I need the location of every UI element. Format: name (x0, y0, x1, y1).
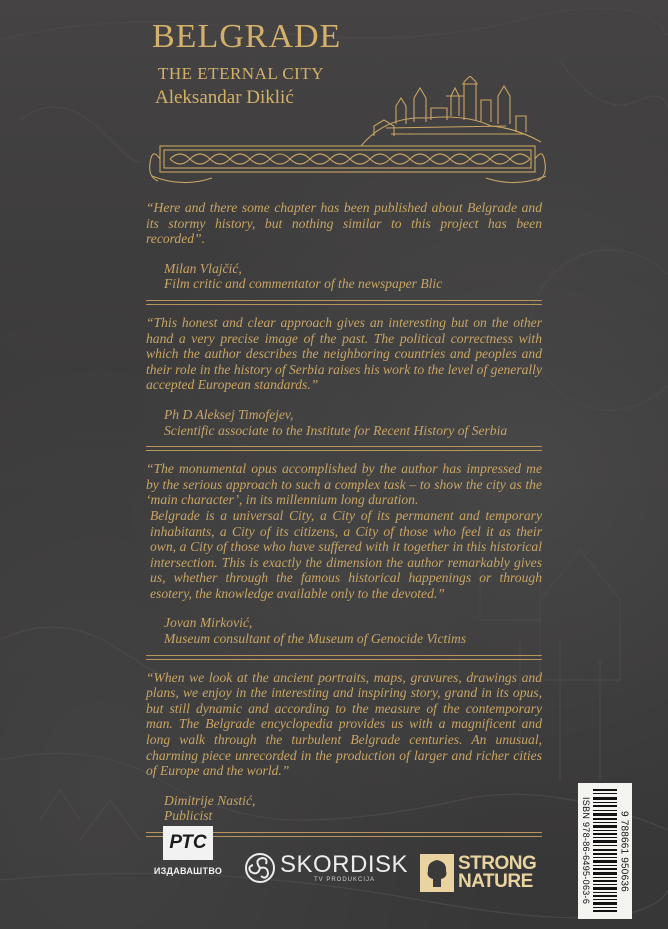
review-quote: “When we look at the ancient portraits, maps, gravures, drawings and plans, we enjoy in the interesting and inspiring story, grand in its opus, but still dynamic and according to the measure of the contemporary man. The Belgrade encyclopedia provides us with a magnificent and long walk through the turbulent Belgrade centuries. An unusual, charming piece unrecorded in the production of larger and richer cities of Europe and the world.” (146, 669, 542, 779)
strong-nature-line1: STRONG (458, 853, 537, 874)
review-quote: “This honest and clear approach gives an interesting but on the other hand a very precise image of the past. The political correctness with which the author describes the neighboring countries and peoples and their role in the history of Serbia raises his work to the level of generally accepted European standards.” (146, 314, 542, 393)
review-3 (146, 461, 542, 647)
review-1 (146, 200, 542, 292)
strong-nature-wordmark (458, 855, 536, 891)
review-quote: “The monumental opus accomplished by the author has impressed me by the serious approach to such a complex task – to show the city as the ‘main character’, in its millennium long duration. (146, 461, 542, 508)
book-title: BELGRADE (152, 18, 342, 55)
rts-logo-subtitle: ИЗДАВАШТВО (153, 866, 223, 876)
strong-nature-logo (420, 854, 536, 892)
review-attribution (164, 407, 542, 438)
reviewer-role: Museum consultant of the Museum of Genocide Victims (164, 631, 467, 647)
review-2 (146, 315, 542, 438)
reviewer-name: Jovan Mirković, (164, 615, 253, 631)
skordisk-subtitle: TV PRODUKCIJA (314, 877, 376, 883)
divider-rule (146, 446, 542, 451)
fortress-ornament-illustration (146, 76, 551, 194)
skordisk-logo (244, 848, 408, 888)
book-subtitle: THE ETERNAL CITY (158, 64, 325, 83)
review-attribution (164, 615, 542, 646)
strong-nature-line2: NATURE (458, 871, 533, 892)
reviewer-role: Film critic and commentator of the newspaper Blic (164, 276, 443, 292)
skordisk-name: SKORDISK (280, 851, 409, 878)
reviewer-name: Ph D Aleksej Timofejev, (164, 406, 294, 422)
divider-rule (146, 300, 542, 305)
triskelion-icon (244, 852, 276, 884)
tree-icon (420, 854, 454, 892)
reviewer-role: Publicist (164, 808, 213, 824)
rts-logo (153, 826, 223, 890)
skordisk-wordmark (280, 853, 408, 883)
review-quote-continued: Belgrade is a universal City, a City of its permanent and temporary inhabitants, a City of its citizens, a City of those who feel it as their own, a City of those who have suffered with it together in this historical intersection. This is exactly the dimension the author remarkably gives us, whether through the famous historical happenings or through esotery, the knowledge available only to the devoted.” (150, 507, 542, 601)
isbn-barcode (578, 783, 632, 919)
barcode-digits: 9 788661 950636 (618, 810, 630, 892)
reviewer-name: Milan Vlajčić, (164, 260, 242, 276)
reviewer-role: Scientific associate to the Institute for Recent History of Serbia (164, 422, 508, 438)
review-attribution (164, 793, 542, 824)
reviews-column (146, 200, 542, 847)
review-attribution (164, 261, 542, 292)
reviewer-name: Dimitrije Nastić, (164, 792, 256, 808)
barcode-bars (593, 789, 617, 913)
rts-logo-mark: РТС (163, 826, 213, 860)
review-4 (146, 670, 542, 824)
isbn-label: ISBN 978-86-6495-063-6 (581, 797, 591, 905)
publisher-logos (150, 826, 550, 896)
book-author: Aleksandar Diklić (155, 87, 294, 108)
review-quote: “Here and there some chapter has been published about Belgrade and its stormy history, but nothing similar to this project has been recorded”. (146, 200, 542, 247)
divider-rule (146, 655, 542, 660)
